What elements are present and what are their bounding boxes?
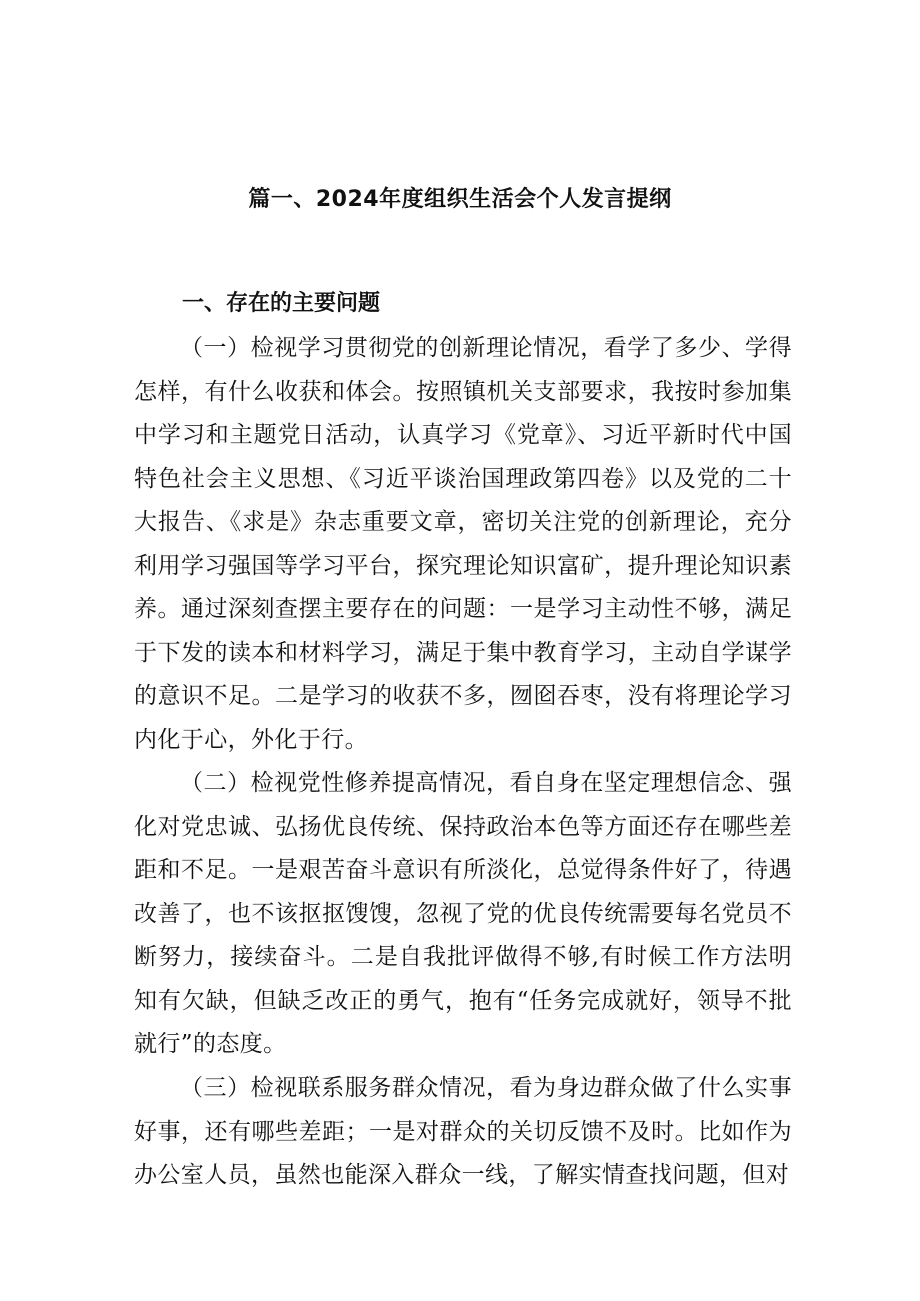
- paragraph-2: （二）检视党性修养提高情况，看自身在坚定理想信念、强化对党忠诚、弘扬优良传统、保持政治本色等方面还存在哪些差距和不足。一是艰苦奋斗意识有所淡化，总觉得条件好了，待遇改善了，也不该抠抠馊馊，忽视了党的优良传统需要每名党员不断努力，接续奋斗。二是自我批评做得不够,有时候工作方法明知有欠缺，但缺乏改正的勇气，抱有“任务完成就好，领导不批就行”的态度。: [134, 770, 792, 1057]
- paragraph-3: （三）检视联系服务群众情况，看为身边群众做了什么实事好事，还有哪些差距；一是对群众的关切反馈不及时。比如作为办公室人员，虽然也能深入群众一线，了解实情查找问题，但对: [134, 1075, 792, 1188]
- paragraph-1: （一）检视学习贯彻党的创新理论情况，看学了多少、学得怎样，有什么收获和体会。按照镇机关支部要求，我按时参加集中学习和主题党日活动，认真学习《党章》、习近平新时代中国特色社会主义思想、《习近平谈治国理政第四卷》以及党的二十大报告、《求是》杂志重要文章，密切关注党的创新理论，充分利用学习强国等学习平台，探究理论知识富矿，提升理论知识素养。通过深刻查摆主要存在的问题：一是学习主动性不够，满足于下发的读本和材料学习，满足于集中教育学习，主动自学谋学的意识不足。二是学习的收获不多，囫囵吞枣，没有将理论学习内化于心，外化于行。: [134, 335, 792, 753]
- section-heading: 一、存在的主要问题: [182, 291, 381, 316]
- document-title: 篇一、2024年度组织生活会个人发言提纲: [248, 187, 672, 212]
